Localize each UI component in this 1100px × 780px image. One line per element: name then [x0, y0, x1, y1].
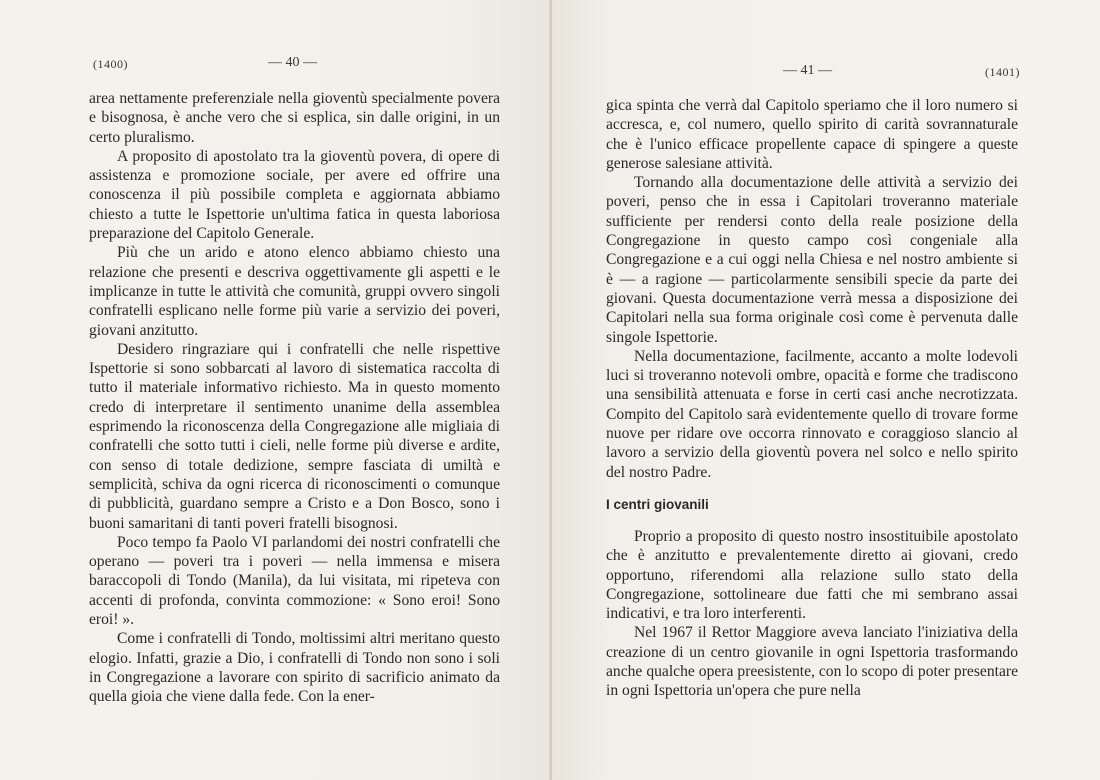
paragraph: Nella documentazione, facilmente, accanto a molte lodevoli luci si troveranno notevoli ombre, opacità e forme che tradiscono una sensibilità attenuata e forse in certi casi anche necrotizzata. Compito del Capitolo sarà evidentemente quello di trovare forme nuove per ridare ove occorra rinnovato e coraggioso slancio al lavoro a servizio della gioventù povera nel solco e nello spirito del nostro Padre. — [606, 347, 1018, 481]
left-header-number: (1400) — [93, 57, 128, 71]
paragraph: Nel 1967 il Rettor Maggiore aveva lanciato l'iniziativa della creazione di un centro giovanile in ogni Ispettoria trasformando anche qualche opera preesistente, con lo scopo di poter presentare in ogni Ispettoria un'opera che pure nella — [606, 624, 1018, 700]
section-body-text — [606, 527, 1018, 701]
paragraph: Tornando alla documentazione delle attività a servizio dei poveri, penso che in essa i Capitolari troveranno materiale sufficiente per rendersi conto della reale posizione della Congregazione in questo campo così congeniale alla Congregazione e a cui oggi nella Chiesa e nel nostro ambiente si è — a ragione — particolarmente sensibili specie da parte dei giovani. Questa documentazione verrà messa a disposizione dei Capitolari nella sua forma originale così come è pervenuta dalle singole Ispettorie. — [606, 174, 1018, 346]
paragraph: Desidero ringraziare qui i confratelli che nelle rispettive Ispettorie si sono sobbarcati al lavoro di sistematica raccolta di tutto il materiale informativo richiesto. Ma in questo momento credo di interpretare il sentimento unanime della assemblea esprimendo la riconoscenza della Congregazione alle migliaia di confratelli che sotto tutti i cieli, nelle forme più diverse e ardite, con senso di totale dedizione, sempre fasciata di umiltà e semplicità, schiva da ogni ricerca di riconoscimenti o comunque di pubblicità, guardano sempre a Cristo e a Don Bosco, sono i buoni samaritani di tanti poveri fratelli bisognosi. — [89, 340, 500, 532]
right-header-number: (1401) — [985, 65, 1020, 79]
paragraph: Come i confratelli di Tondo, moltissimi altri meritano questo elogio. Infatti, grazie a Dio, i confratelli di Tondo non sono i soli in Congregazione a lavorare con spirito di sacrificio animato da quella gioia che viene dalla fede. Con la ener- — [89, 630, 500, 706]
section-heading: I centri giovanili — [606, 497, 709, 512]
paragraph: Proprio a proposito di questo nostro insostituibile apostolato che è anzitutto e prevalentemente diretto ai giovani, credo opportuno, riferendomi alla relazione sullo stato della Congregazione, sottolineare due fatti che mi sembrano assai indicativi, e tra loro interferenti. — [606, 528, 1018, 623]
left-body-text — [89, 89, 500, 707]
paragraph: Poco tempo fa Paolo VI parlandomi dei nostri confratelli che operano — poveri tra i poveri — nella immensa e misera baraccopoli di Tondo (Manila), da lui visitata, mi ripeteva con accenti di profonda, convinta commozione: « Sono eroi! Sono eroi! ». — [89, 533, 500, 629]
paragraph: gica spinta che verrà dal Capitolo speriamo che il loro numero si accresca, e, col numero, quello spirito di carità sovrannaturale che è l'unico efficace propellente capace di spingere a queste generose salesiane attività. — [606, 97, 1018, 172]
right-page-number: — 41 — — [783, 63, 832, 78]
paragraph: A proposito di apostolato tra la gioventù povera, di opere di assistenza e promozione sociale, per avere ed offrire una conoscenza il più possibile completa e aggiornata abbiamo chiesto a tutte le Ispettorie un'ultima fatica in questa laboriosa preparazione del Capitolo Generale. — [89, 147, 500, 243]
right-body-text — [606, 96, 1018, 482]
paragraph: Più che un arido e atono elenco abbiamo chiesto una relazione che presenti e descriva oggettivamente gli aspetti e le implicanze in tutte le attività che comunità, gruppi ovvero singoli confratelli esplicano nelle forme più varie a servizio dei poveri, giovani anzitutto. — [89, 244, 500, 339]
left-page-number: — 40 — — [268, 55, 317, 70]
paragraph: area nettamente preferenziale nella gioventù specialmente povera e bisognosa, è anche vero che si esplica, sin dalle origini, in un certo pluralismo. — [89, 90, 500, 146]
